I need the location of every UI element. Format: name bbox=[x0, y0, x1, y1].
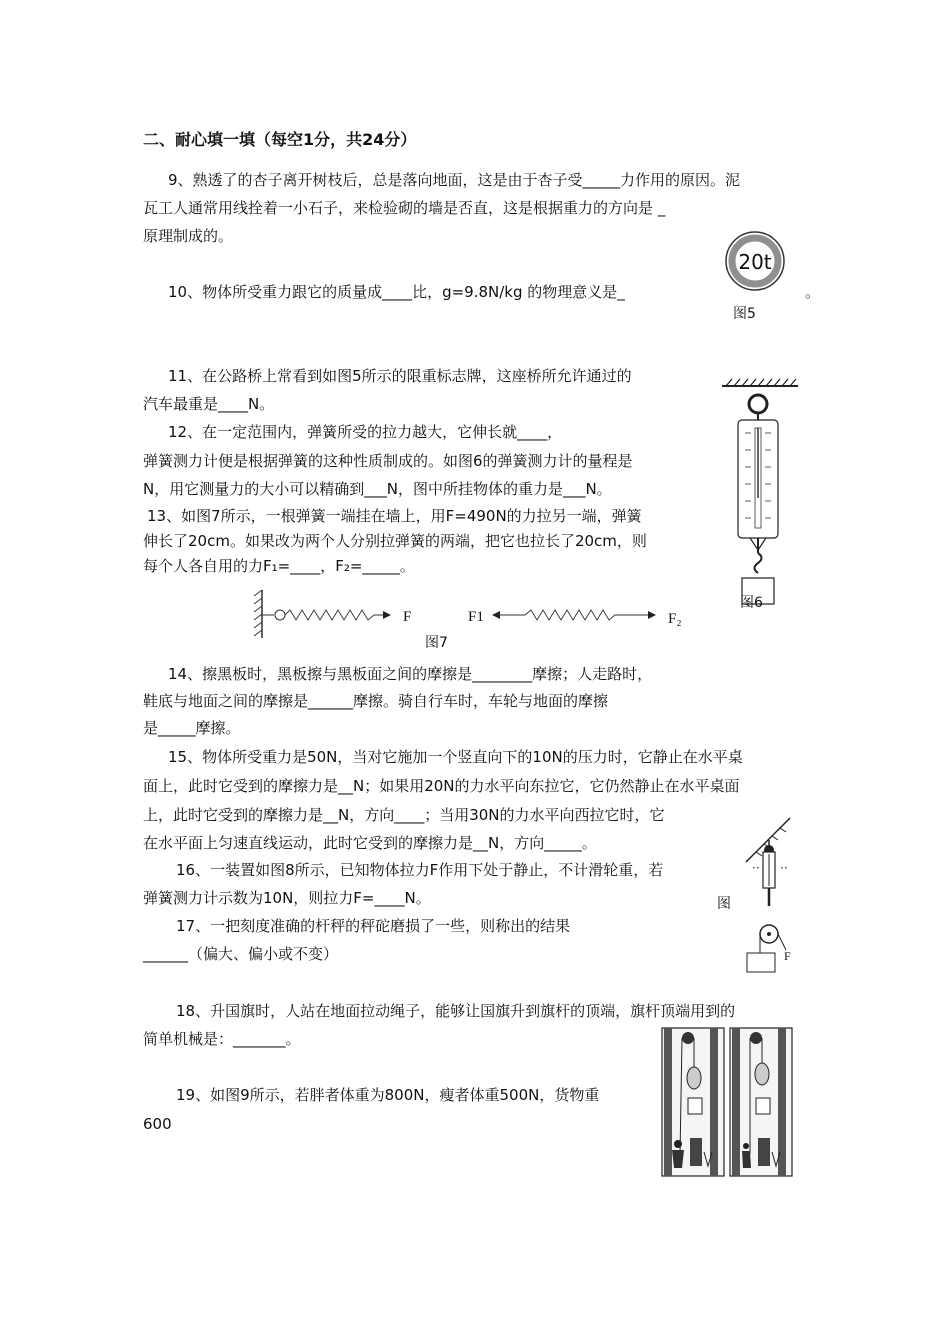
q15-line2: 面上，此时它受到的摩擦力是__N；如果用20N的力水平向东拉它，它仍然静止在水平桌面 bbox=[143, 777, 740, 795]
fig7-caption: 图7 bbox=[425, 635, 448, 651]
q15-line1: 15、物体所受重力是50N，当对它施加一个竖直向下的10N的压力时，它静止在水平桌 bbox=[168, 748, 743, 766]
q19-line1: 19、如图9所示，若胖者体重为800N，瘦者体重500N，货物重 bbox=[176, 1086, 600, 1104]
svg-text:··: ·· bbox=[780, 861, 788, 875]
q14-line2: 鞋底与地面之间的摩擦是______摩擦。骑自行车时，车轮与地面的摩擦 bbox=[143, 692, 609, 710]
fig8-label-f: F bbox=[784, 949, 791, 963]
q10-end: 。 bbox=[805, 283, 821, 301]
fig8-pulley bbox=[742, 812, 802, 974]
q12-line2: 弹簧测力计便是根据弹簧的这种性质制成的。如图6的弹簧测力计的量程是 bbox=[143, 452, 633, 470]
q12-line3: N，用它测量力的大小可以精确到___N，图中所挂物体的重力是___N。 bbox=[143, 480, 612, 498]
q18-line2: 简单机械是：_______。 bbox=[143, 1030, 301, 1048]
fig7-label-f2: F₂ bbox=[668, 611, 682, 627]
svg-text:··: ·· bbox=[752, 861, 760, 875]
q13-line1: 13、如图7所示，一根弹簧一端挂在墙上，用F=490N的力拉另一端，弹簧 bbox=[147, 507, 642, 525]
q18-line1: 18、升国旗时，人站在地面拉动绳子，能够让国旗升到旗杆的顶端，旗杆顶端用到的 bbox=[176, 1002, 736, 1020]
fig7-springs bbox=[250, 586, 690, 642]
fig8-caption: 图 bbox=[717, 896, 731, 912]
q17-line2: ______（偏大、偏小或不变） bbox=[143, 945, 339, 963]
fig6-spring-scale bbox=[718, 378, 802, 608]
fig6-caption: 图6 bbox=[740, 595, 763, 611]
section-title: 二、耐心填一填（每空1分，共24分） bbox=[143, 130, 417, 149]
q19-line2: 600 bbox=[143, 1115, 172, 1133]
q15-line4: 在水平面上匀速直线运动，此时它受到的摩擦力是__N，方向_____。 bbox=[143, 834, 597, 852]
fig7-label-f: F bbox=[403, 609, 412, 625]
fig7-label-f1: F1 bbox=[468, 609, 484, 625]
q13-line2: 伸长了20cm。如果改为两个人分别拉弹簧的两端，把它也拉长了20cm，则 bbox=[143, 532, 647, 550]
q9-line3: 原理制成的。 bbox=[143, 227, 234, 245]
q13-line3: 每个人各自用的力F₁=____，F₂=_____。 bbox=[143, 557, 415, 575]
q9-line1: 9、熟透了的杏子离开树枝后，总是落向地面，这是由于杏子受_____力作用的原因。泥 bbox=[168, 171, 741, 189]
q14-line1: 14、擦黑板时，黑板擦与黑板面之间的摩擦是________摩擦；人走路时， bbox=[168, 665, 653, 683]
fig5-caption: 图5 bbox=[733, 306, 756, 322]
q11-line2: 汽车最重是____N。 bbox=[143, 395, 275, 413]
q10-line1: 10、物体所受重力跟它的质量成____比，g=9.8N/kg 的物理意义是_ bbox=[168, 283, 625, 301]
fig5-weight-sign bbox=[718, 230, 792, 294]
fig9-pulley-scenes bbox=[660, 1026, 796, 1178]
q12-line1: 12、在一定范围内，弹簧所受的拉力越大，它伸长就____， bbox=[168, 423, 563, 441]
q16-line2: 弹簧测力计示数为10N，则拉力F=____N。 bbox=[143, 889, 431, 907]
q11-line1: 11、在公路桥上常看到如图5所示的限重标志牌，这座桥所允许通过的 bbox=[168, 367, 632, 385]
q16-line1: 16、一装置如图8所示，已知物体拉力F作用下处于静止，不计滑轮重，若 bbox=[176, 861, 664, 879]
q17-line1: 17、一把刻度准确的杆秤的秤砣磨损了一些，则称出的结果 bbox=[176, 917, 571, 935]
fig5-sign-text: 20t bbox=[738, 250, 772, 274]
q9-line2: 瓦工人通常用线拴着一小石子，来检验砌的墙是否直，这是根据重力的方向是 _ bbox=[143, 199, 666, 217]
q14-line3: 是_____摩擦。 bbox=[143, 719, 241, 737]
q15-line3: 上，此时它受到的摩擦力是__N，方向____；当用30N的力水平向西拉它时，它 bbox=[143, 806, 665, 824]
